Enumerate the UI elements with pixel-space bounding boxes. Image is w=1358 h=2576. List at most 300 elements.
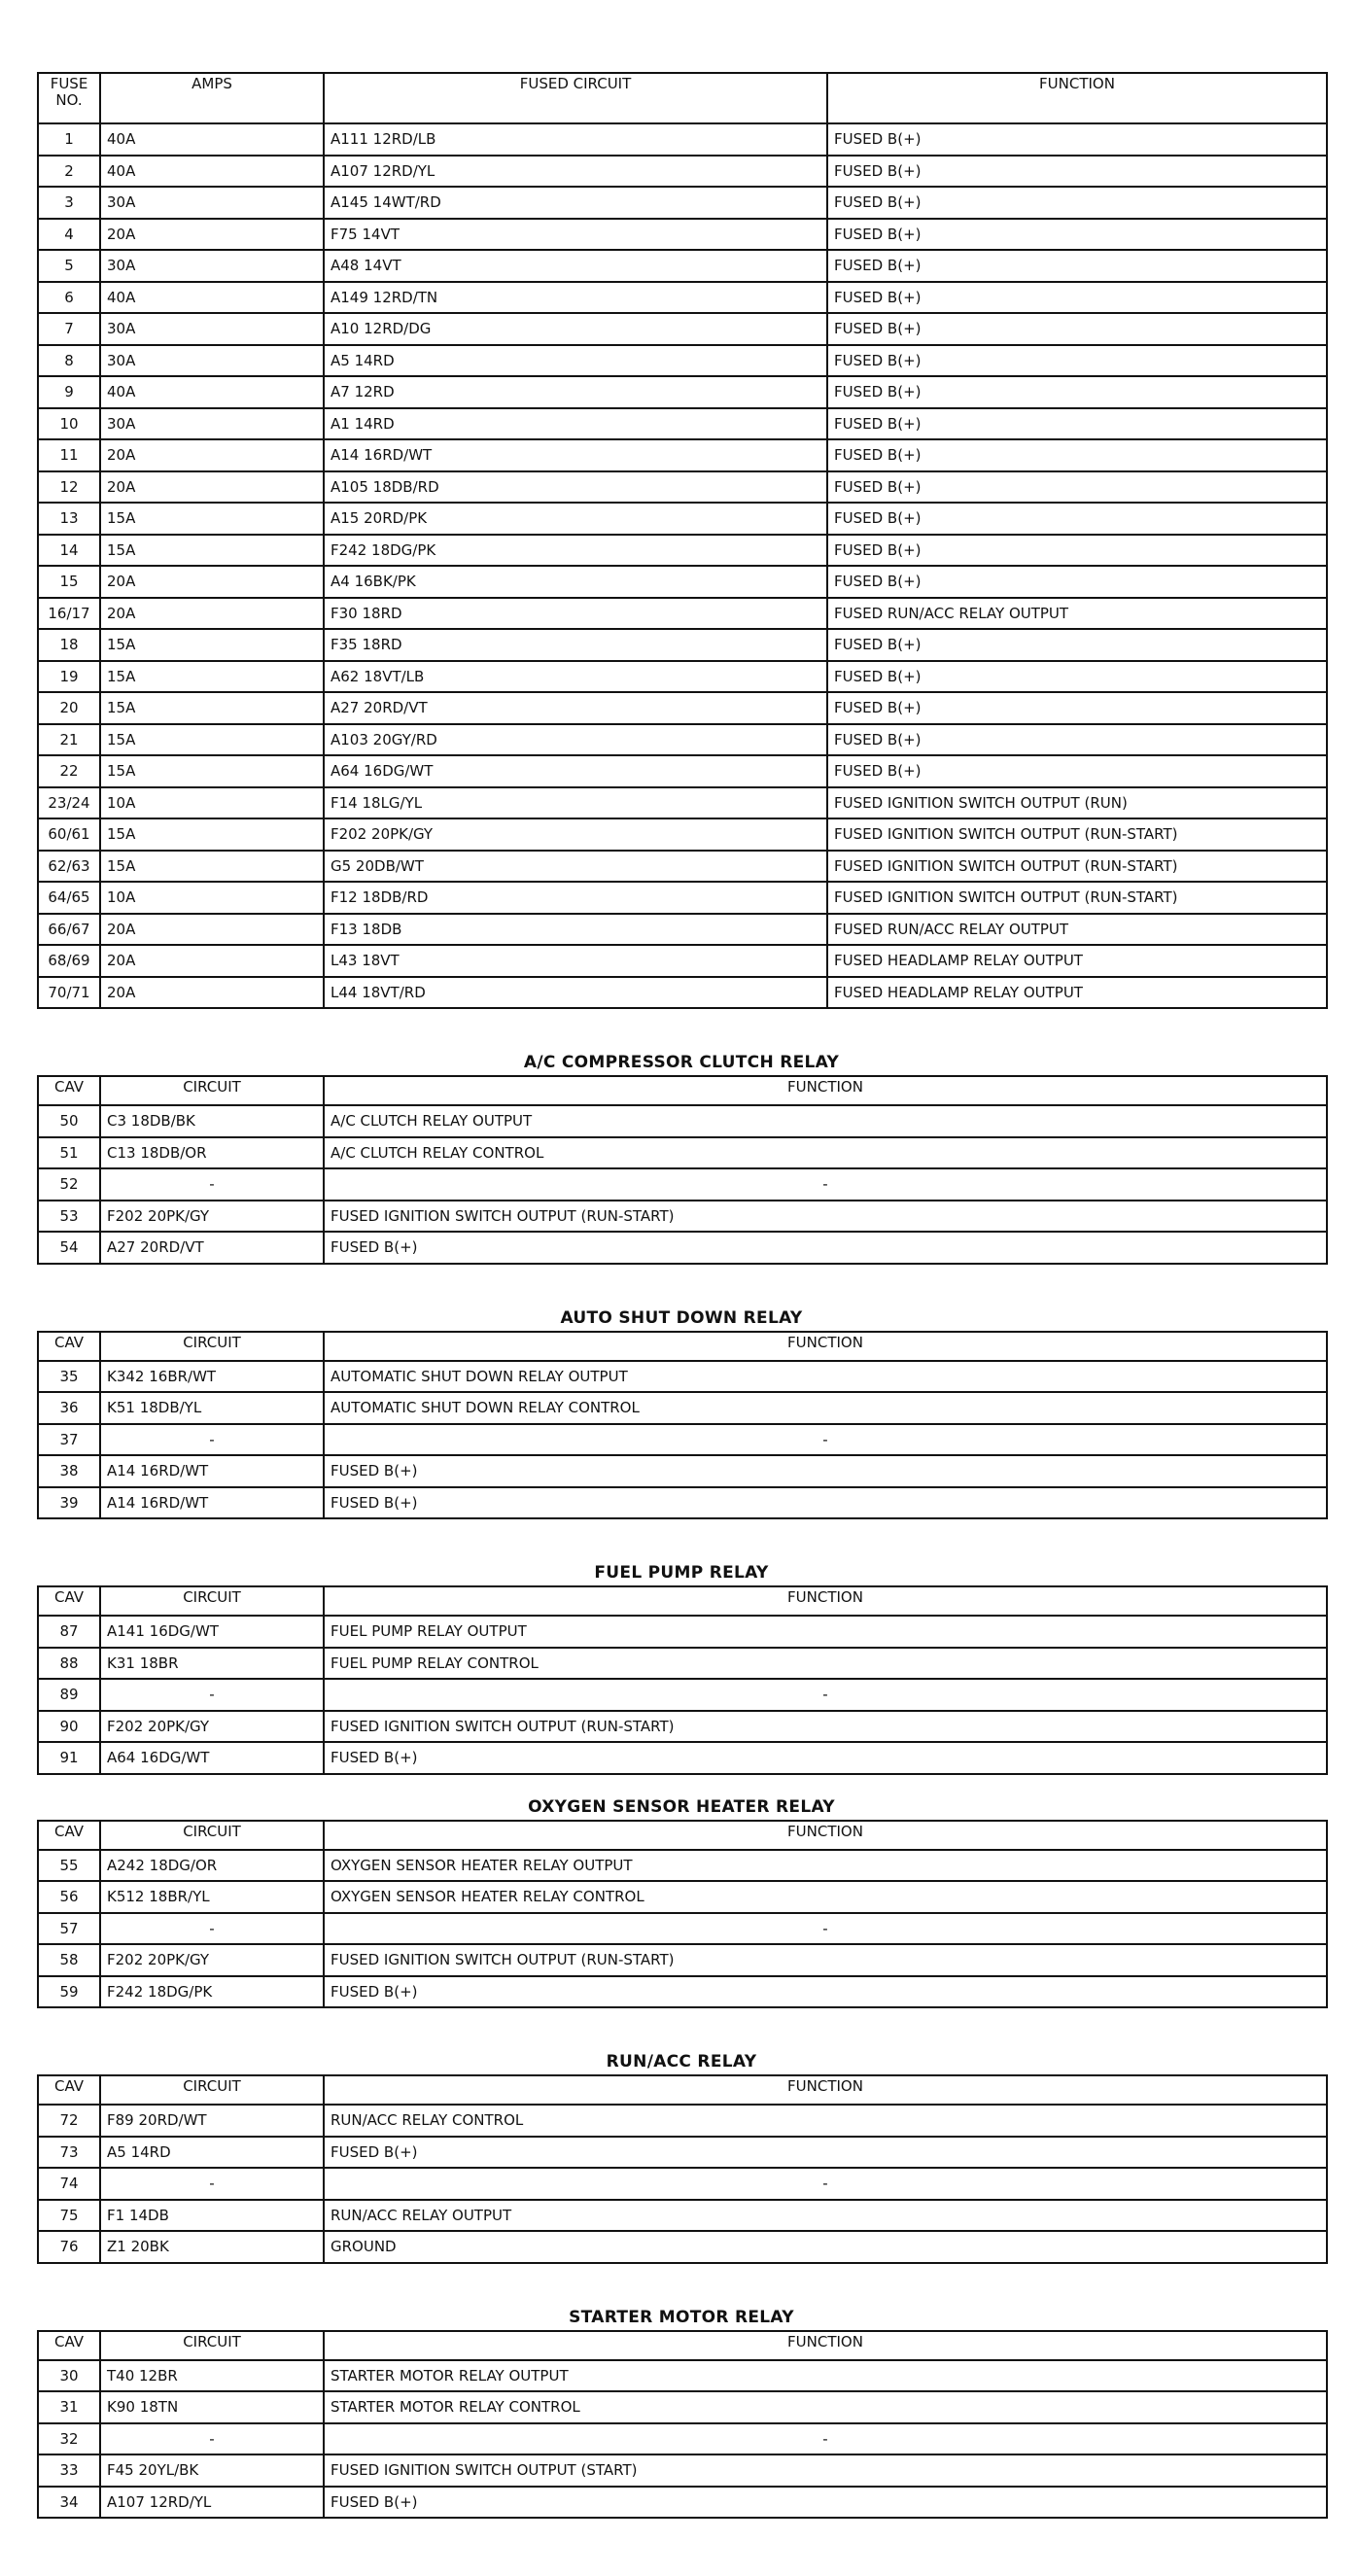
table-row <box>38 1616 1327 1648</box>
function-cell: - <box>324 1424 1327 1456</box>
amps-cell: 40A <box>100 376 324 408</box>
amps-cell: 40A <box>100 282 324 314</box>
function-cell: RUN/ACC RELAY CONTROL <box>324 2105 1327 2137</box>
function-cell: STARTER MOTOR RELAY OUTPUT <box>324 2360 1327 2392</box>
table-row <box>38 1424 1327 1456</box>
table-row <box>38 219 1327 251</box>
header-cav: CAV <box>38 2331 100 2360</box>
cav-cell: 31 <box>38 2391 100 2423</box>
table-row <box>38 1201 1327 1233</box>
cav-cell: 52 <box>38 1168 100 1201</box>
fused-circuit-cell: F35 18RD <box>324 629 827 661</box>
table-row <box>38 1850 1327 1882</box>
table-row <box>38 851 1327 883</box>
header-circuit: CIRCUIT <box>100 2331 324 2360</box>
header-circuit: CIRCUIT <box>100 1332 324 1361</box>
amps-cell: 20A <box>100 219 324 251</box>
table-row <box>38 313 1327 345</box>
circuit-cell: Z1 20BK <box>100 2231 324 2263</box>
cav-cell: 32 <box>38 2423 100 2455</box>
relay-section <box>37 2049 1326 2264</box>
relay-table-header <box>38 1076 1327 1105</box>
fuse-number-cell: 3 <box>38 187 100 219</box>
table-row <box>38 2200 1327 2232</box>
amps-cell: 15A <box>100 818 324 851</box>
table-row <box>38 2487 1327 2519</box>
fused-circuit-cell: A14 16RD/WT <box>324 439 827 471</box>
table-row <box>38 408 1327 440</box>
fused-circuit-cell: A5 14RD <box>324 345 827 377</box>
fuse-number-cell: 23/24 <box>38 787 100 819</box>
fused-circuit-cell: F12 18DB/RD <box>324 882 827 914</box>
fused-circuit-cell: A107 12RD/YL <box>324 156 827 188</box>
circuit-cell: F202 20PK/GY <box>100 1711 324 1743</box>
fuse-number-cell: 2 <box>38 156 100 188</box>
table-row <box>38 471 1327 504</box>
function-cell: FUSED B(+) <box>827 219 1327 251</box>
function-cell: FUSED B(+) <box>827 345 1327 377</box>
function-cell: FUSED HEADLAMP RELAY OUTPUT <box>827 945 1327 977</box>
function-cell: STARTER MOTOR RELAY CONTROL <box>324 2391 1327 2423</box>
cav-cell: 50 <box>38 1105 100 1137</box>
fuse-number-cell: 70/71 <box>38 977 100 1009</box>
fused-circuit-cell: A62 18VT/LB <box>324 661 827 693</box>
circuit-cell: - <box>100 1913 324 1945</box>
function-cell: FUSED IGNITION SWITCH OUTPUT (RUN-START) <box>827 818 1327 851</box>
function-cell: FUSED B(+) <box>324 1455 1327 1487</box>
header-function: FUNCTION <box>324 1821 1327 1850</box>
table-row <box>38 2391 1327 2423</box>
function-cell: - <box>324 1679 1327 1711</box>
function-cell: FUSED HEADLAMP RELAY OUTPUT <box>827 977 1327 1009</box>
circuit-cell: C3 18DB/BK <box>100 1105 324 1137</box>
relay-table <box>37 1331 1328 1520</box>
fused-circuit-cell: A15 20RD/PK <box>324 503 827 535</box>
amps-cell: 30A <box>100 345 324 377</box>
header-function: FUNCTION <box>324 1586 1327 1616</box>
circuit-cell: K31 18BR <box>100 1648 324 1680</box>
function-cell: FUSED B(+) <box>827 661 1327 693</box>
cav-cell: 54 <box>38 1232 100 1264</box>
fuse-number-cell: 60/61 <box>38 818 100 851</box>
circuit-cell: F202 20PK/GY <box>100 1201 324 1233</box>
function-cell: - <box>324 2423 1327 2455</box>
circuit-cell: A5 14RD <box>100 2137 324 2169</box>
function-cell: FUSED B(+) <box>827 439 1327 471</box>
fuse-number-cell: 20 <box>38 692 100 724</box>
table-row <box>38 2231 1327 2263</box>
relay-title: AUTO SHUT DOWN RELAY <box>560 1307 803 1328</box>
header-circuit: CIRCUIT <box>100 2075 324 2105</box>
table-row <box>38 1742 1327 1774</box>
amps-cell: 10A <box>100 882 324 914</box>
function-cell: FUSED IGNITION SWITCH OUTPUT (RUN-START) <box>324 1944 1327 1976</box>
amps-cell: 20A <box>100 439 324 471</box>
header-cav: CAV <box>38 1586 100 1616</box>
cav-cell: 75 <box>38 2200 100 2232</box>
function-cell: FUSED IGNITION SWITCH OUTPUT (RUN-START) <box>827 851 1327 883</box>
fused-circuit-cell: A111 12RD/LB <box>324 123 827 156</box>
relay-title: A/C COMPRESSOR CLUTCH RELAY <box>523 1053 840 1072</box>
header-function: FUNCTION <box>324 1332 1327 1361</box>
relay-section <box>37 1794 1326 2009</box>
circuit-cell: - <box>100 2423 324 2455</box>
fuse-number-cell: 10 <box>38 408 100 440</box>
amps-cell: 20A <box>100 471 324 504</box>
fuse-table-body <box>38 123 1327 1008</box>
circuit-cell: - <box>100 1424 324 1456</box>
amps-cell: 30A <box>100 187 324 219</box>
table-row <box>38 2454 1327 2487</box>
function-cell: FUSED B(+) <box>827 123 1327 156</box>
amps-cell: 20A <box>100 945 324 977</box>
table-row <box>38 282 1327 314</box>
circuit-cell: A64 16DG/WT <box>100 1742 324 1774</box>
cav-cell: 37 <box>38 1424 100 1456</box>
fuse-number-cell: 16/17 <box>38 598 100 630</box>
function-cell: FUSED B(+) <box>827 755 1327 787</box>
fuse-number-cell: 21 <box>38 724 100 756</box>
cav-cell: 39 <box>38 1487 100 1519</box>
table-row <box>38 1487 1327 1519</box>
table-row <box>38 945 1327 977</box>
table-row <box>38 345 1327 377</box>
function-cell: FUSED IGNITION SWITCH OUTPUT (RUN-START) <box>827 882 1327 914</box>
fuse-number-cell: 64/65 <box>38 882 100 914</box>
function-cell: FUSED B(+) <box>324 2487 1327 2519</box>
amps-cell: 30A <box>100 408 324 440</box>
function-cell: FUSED B(+) <box>827 692 1327 724</box>
relay-sections <box>37 1050 1326 2519</box>
fuse-number-cell: 62/63 <box>38 851 100 883</box>
table-row <box>38 1679 1327 1711</box>
function-cell: AUTOMATIC SHUT DOWN RELAY OUTPUT <box>324 1361 1327 1393</box>
circuit-cell: F45 20YL/BK <box>100 2454 324 2487</box>
header-cav: CAV <box>38 2075 100 2105</box>
circuit-cell: F242 18DG/PK <box>100 1976 324 2008</box>
header-circuit: CIRCUIT <box>100 1821 324 1850</box>
relay-section <box>37 1560 1326 1775</box>
table-row <box>38 1648 1327 1680</box>
table-row <box>38 977 1327 1009</box>
amps-cell: 15A <box>100 661 324 693</box>
fuse-number-cell: 13 <box>38 503 100 535</box>
function-cell: FUEL PUMP RELAY CONTROL <box>324 1648 1327 1680</box>
table-row <box>38 692 1327 724</box>
function-cell: FUSED B(+) <box>324 1742 1327 1774</box>
table-row <box>38 187 1327 219</box>
table-row <box>38 818 1327 851</box>
function-cell: FUSED B(+) <box>827 566 1327 598</box>
circuit-cell: A107 12RD/YL <box>100 2487 324 2519</box>
amps-cell: 15A <box>100 755 324 787</box>
fuse-number-cell: 14 <box>38 535 100 567</box>
relay-table-header <box>38 2075 1327 2105</box>
fused-circuit-cell: F242 18DG/PK <box>324 535 827 567</box>
table-row <box>38 1913 1327 1945</box>
relay-table-header <box>38 1586 1327 1616</box>
amps-cell: 15A <box>100 724 324 756</box>
circuit-cell: - <box>100 1168 324 1201</box>
cav-cell: 53 <box>38 1201 100 1233</box>
cav-cell: 34 <box>38 2487 100 2519</box>
function-cell: FUSED B(+) <box>827 376 1327 408</box>
fused-circuit-cell: A149 12RD/TN <box>324 282 827 314</box>
table-row <box>38 1881 1327 1913</box>
table-row <box>38 598 1327 630</box>
table-row <box>38 250 1327 282</box>
cav-cell: 89 <box>38 1679 100 1711</box>
relay-title: FUEL PUMP RELAY <box>594 1563 769 1583</box>
amps-cell: 20A <box>100 566 324 598</box>
table-row <box>38 2105 1327 2137</box>
cav-cell: 38 <box>38 1455 100 1487</box>
function-cell: FUSED B(+) <box>827 282 1327 314</box>
circuit-cell: A14 16RD/WT <box>100 1455 324 1487</box>
document-sheet <box>37 72 1326 2519</box>
fused-circuit-cell: F13 18DB <box>324 914 827 946</box>
fused-circuit-cell: F75 14VT <box>324 219 827 251</box>
table-row <box>38 1137 1327 1169</box>
table-row <box>38 1976 1327 2008</box>
function-cell: FUSED IGNITION SWITCH OUTPUT (RUN-START) <box>324 1201 1327 1233</box>
fused-circuit-cell: F202 20PK/GY <box>324 818 827 851</box>
relay-table <box>37 2330 1328 2520</box>
fused-circuit-cell: A27 20RD/VT <box>324 692 827 724</box>
function-cell: AUTOMATIC SHUT DOWN RELAY CONTROL <box>324 1392 1327 1424</box>
amps-cell: 30A <box>100 250 324 282</box>
function-cell: FUSED IGNITION SWITCH OUTPUT (RUN-START) <box>324 1711 1327 1743</box>
cav-cell: 58 <box>38 1944 100 1976</box>
relay-table <box>37 1820 1328 2009</box>
table-row <box>38 661 1327 693</box>
function-cell: FUSED RUN/ACC RELAY OUTPUT <box>827 914 1327 946</box>
circuit-cell: K51 18DB/YL <box>100 1392 324 1424</box>
table-row <box>38 2360 1327 2392</box>
table-row <box>38 1232 1327 1264</box>
fuse-table-header <box>38 73 1327 123</box>
function-cell: OXYGEN SENSOR HEATER RELAY CONTROL <box>324 1881 1327 1913</box>
header-fuse-no: FUSE NO. <box>38 73 100 123</box>
table-row <box>38 439 1327 471</box>
amps-cell: 40A <box>100 156 324 188</box>
table-row <box>38 376 1327 408</box>
amps-cell: 20A <box>100 598 324 630</box>
header-circuit: CIRCUIT <box>100 1076 324 1105</box>
table-row <box>38 1711 1327 1743</box>
table-row <box>38 882 1327 914</box>
cav-cell: 76 <box>38 2231 100 2263</box>
fuse-number-cell: 12 <box>38 471 100 504</box>
amps-cell: 20A <box>100 977 324 1009</box>
cav-cell: 57 <box>38 1913 100 1945</box>
function-cell: - <box>324 1913 1327 1945</box>
header-fused-circuit: FUSED CIRCUIT <box>324 73 827 123</box>
function-cell: FUSED B(+) <box>827 503 1327 535</box>
table-row <box>38 2168 1327 2200</box>
function-cell: FUSED B(+) <box>827 156 1327 188</box>
function-cell: A/C CLUTCH RELAY CONTROL <box>324 1137 1327 1169</box>
cav-cell: 87 <box>38 1616 100 1648</box>
relay-title: RUN/ACC RELAY <box>606 2052 757 2071</box>
function-cell: FUSED B(+) <box>827 724 1327 756</box>
fuse-table <box>37 72 1328 1009</box>
function-cell: - <box>324 1168 1327 1201</box>
function-cell: FUSED B(+) <box>827 187 1327 219</box>
table-row <box>38 1361 1327 1393</box>
header-cav: CAV <box>38 1821 100 1850</box>
table-row <box>38 1455 1327 1487</box>
fuse-number-cell: 5 <box>38 250 100 282</box>
function-cell: FUSED B(+) <box>827 629 1327 661</box>
function-cell: OXYGEN SENSOR HEATER RELAY OUTPUT <box>324 1850 1327 1882</box>
fused-circuit-cell: A1 14RD <box>324 408 827 440</box>
fused-circuit-cell: A105 18DB/RD <box>324 471 827 504</box>
amps-cell: 10A <box>100 787 324 819</box>
function-cell: A/C CLUTCH RELAY OUTPUT <box>324 1105 1327 1137</box>
circuit-cell: - <box>100 2168 324 2200</box>
fused-circuit-cell: L44 18VT/RD <box>324 977 827 1009</box>
function-cell: FUSED B(+) <box>827 471 1327 504</box>
amps-cell: 15A <box>100 503 324 535</box>
header-function: FUNCTION <box>324 1076 1327 1105</box>
relay-table-header <box>38 2331 1327 2360</box>
function-cell: GROUND <box>324 2231 1327 2263</box>
relay-table <box>37 1585 1328 1775</box>
table-row <box>38 535 1327 567</box>
cav-cell: 59 <box>38 1976 100 2008</box>
table-row <box>38 2423 1327 2455</box>
function-cell: FUSED B(+) <box>827 535 1327 567</box>
header-amps: AMPS <box>100 73 324 123</box>
amps-cell: 20A <box>100 914 324 946</box>
table-row <box>38 914 1327 946</box>
function-cell: FUSED B(+) <box>827 408 1327 440</box>
fuse-number-cell: 18 <box>38 629 100 661</box>
relay-table <box>37 1075 1328 1265</box>
table-row <box>38 123 1327 156</box>
function-cell: FUSED B(+) <box>324 1976 1327 2008</box>
fuse-number-cell: 68/69 <box>38 945 100 977</box>
table-row <box>38 1392 1327 1424</box>
amps-cell: 30A <box>100 313 324 345</box>
table-row <box>38 629 1327 661</box>
fuse-number-cell: 1 <box>38 123 100 156</box>
table-row <box>38 1944 1327 1976</box>
header-function: FUNCTION <box>324 2075 1327 2105</box>
function-cell: - <box>324 2168 1327 2200</box>
relay-section <box>37 1305 1326 1520</box>
header-circuit: CIRCUIT <box>100 1586 324 1616</box>
fuse-number-cell: 6 <box>38 282 100 314</box>
fused-circuit-cell: A10 12RD/DG <box>324 313 827 345</box>
table-row <box>38 566 1327 598</box>
fused-circuit-cell: L43 18VT <box>324 945 827 977</box>
circuit-cell: A242 18DG/OR <box>100 1850 324 1882</box>
cav-cell: 74 <box>38 2168 100 2200</box>
fuse-number-cell: 66/67 <box>38 914 100 946</box>
fused-circuit-cell: A7 12RD <box>324 376 827 408</box>
function-cell: FUSED B(+) <box>324 1232 1327 1264</box>
function-cell: FUSED IGNITION SWITCH OUTPUT (START) <box>324 2454 1327 2487</box>
relay-table-header <box>38 1821 1327 1850</box>
table-row <box>38 1105 1327 1137</box>
fuse-number-cell: 11 <box>38 439 100 471</box>
fuse-number-cell: 7 <box>38 313 100 345</box>
fuse-number-cell: 9 <box>38 376 100 408</box>
circuit-cell: C13 18DB/OR <box>100 1137 324 1169</box>
relay-title: OXYGEN SENSOR HEATER RELAY <box>528 1796 835 1817</box>
function-cell: FUSED B(+) <box>324 1487 1327 1519</box>
circuit-cell: A27 20RD/VT <box>100 1232 324 1264</box>
amps-cell: 40A <box>100 123 324 156</box>
circuit-cell: K342 16BR/WT <box>100 1361 324 1393</box>
relay-section <box>37 2305 1326 2520</box>
cav-cell: 72 <box>38 2105 100 2137</box>
function-cell: FUSED B(+) <box>324 2137 1327 2169</box>
fused-circuit-cell: A4 16BK/PK <box>324 566 827 598</box>
amps-cell: 15A <box>100 851 324 883</box>
cav-cell: 88 <box>38 1648 100 1680</box>
fuse-number-cell: 19 <box>38 661 100 693</box>
table-row <box>38 156 1327 188</box>
fuse-number-cell: 8 <box>38 345 100 377</box>
table-row <box>38 1168 1327 1201</box>
circuit-cell: F89 20RD/WT <box>100 2105 324 2137</box>
cav-cell: 55 <box>38 1850 100 1882</box>
relay-table <box>37 2074 1328 2264</box>
fuse-number-cell: 4 <box>38 219 100 251</box>
cav-cell: 30 <box>38 2360 100 2392</box>
cav-cell: 91 <box>38 1742 100 1774</box>
cav-cell: 35 <box>38 1361 100 1393</box>
fused-circuit-cell: A145 14WT/RD <box>324 187 827 219</box>
circuit-cell: A141 16DG/WT <box>100 1616 324 1648</box>
cav-cell: 33 <box>38 2454 100 2487</box>
fused-circuit-cell: A103 20GY/RD <box>324 724 827 756</box>
circuit-cell: A14 16RD/WT <box>100 1487 324 1519</box>
header-cav: CAV <box>38 1076 100 1105</box>
cav-cell: 73 <box>38 2137 100 2169</box>
circuit-cell: F1 14DB <box>100 2200 324 2232</box>
circuit-cell: - <box>100 1679 324 1711</box>
cav-cell: 56 <box>38 1881 100 1913</box>
fused-circuit-cell: A48 14VT <box>324 250 827 282</box>
cav-cell: 90 <box>38 1711 100 1743</box>
table-row <box>38 787 1327 819</box>
amps-cell: 15A <box>100 629 324 661</box>
table-row <box>38 724 1327 756</box>
header-function: FUNCTION <box>324 2331 1327 2360</box>
fused-circuit-cell: F30 18RD <box>324 598 827 630</box>
cav-cell: 36 <box>38 1392 100 1424</box>
function-cell: FUSED RUN/ACC RELAY OUTPUT <box>827 598 1327 630</box>
table-row <box>38 503 1327 535</box>
function-cell: FUSED IGNITION SWITCH OUTPUT (RUN) <box>827 787 1327 819</box>
table-row <box>38 755 1327 787</box>
relay-section <box>37 1050 1326 1265</box>
function-cell: FUSED B(+) <box>827 250 1327 282</box>
function-cell: RUN/ACC RELAY OUTPUT <box>324 2200 1327 2232</box>
header-cav: CAV <box>38 1332 100 1361</box>
function-cell: FUSED B(+) <box>827 313 1327 345</box>
header-function: FUNCTION <box>827 73 1327 123</box>
fuse-number-cell: 15 <box>38 566 100 598</box>
table-row <box>38 2137 1327 2169</box>
function-cell: FUEL PUMP RELAY OUTPUT <box>324 1616 1327 1648</box>
relay-table-header <box>38 1332 1327 1361</box>
fused-circuit-cell: G5 20DB/WT <box>324 851 827 883</box>
